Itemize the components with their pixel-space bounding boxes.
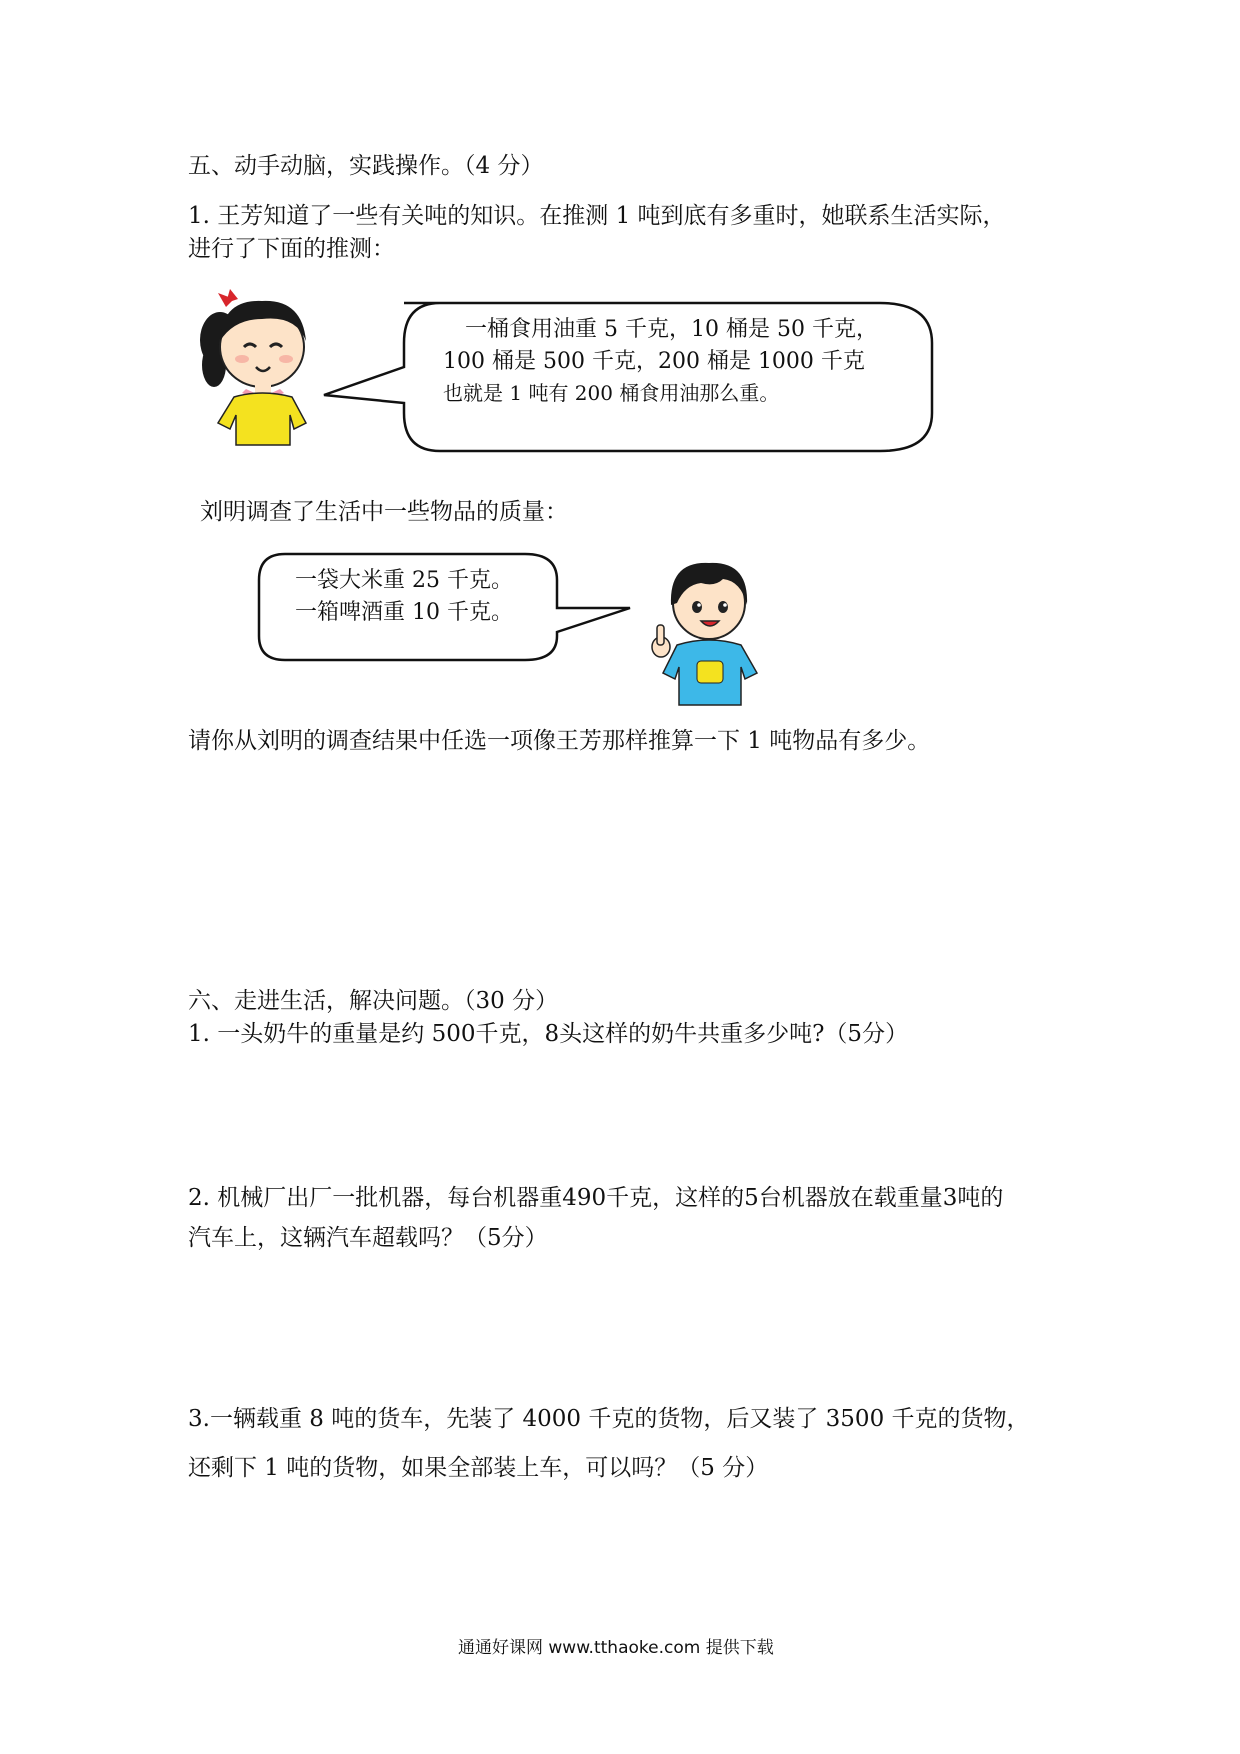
- section6-q2-line2: 汽车上，这辆汽车超载吗？（5分）: [188, 1225, 548, 1251]
- boy-illustration: [645, 555, 765, 705]
- section6-q3-line2: 还剩下 1 吨的货物，如果全部装上车，可以吗？（5 分）: [188, 1455, 769, 1481]
- section6-q3-line1: 3.一辆载重 8 吨的货车，先装了 4000 千克的货物，后又装了 3500 千克的货物，: [188, 1406, 1030, 1432]
- section5-heading: 五、动手动脑，实践操作。（4 分）: [188, 153, 544, 179]
- section5-q1-line2: 进行了下面的推测：: [188, 236, 395, 262]
- section6-q2-line1: 2. 机械厂出厂一批机器，每台机器重490千克，这样的5台机器放在载重量3吨的: [188, 1185, 1004, 1211]
- section5-task: 请你从刘明的调查结果中任选一项像王芳那样推算一下 1 吨物品有多少。: [188, 728, 931, 754]
- girl-bubble-line1: 一桶食用油重 5 千克，10 桶是 50 千克，: [465, 317, 878, 342]
- boy-bubble-line2: 一箱啤酒重 10 千克。: [295, 600, 513, 625]
- girl-illustration: [200, 285, 320, 445]
- boy-bubble-line1: 一袋大米重 25 千克。: [295, 568, 513, 593]
- girl-bubble-line3: 也就是 1 吨有 200 桶食用油那么重。: [443, 381, 780, 405]
- section6-q1: 1. 一头奶牛的重量是约 500千克，8头这样的奶牛共重多少吨?（5分）: [188, 1021, 909, 1047]
- boy-intro: 刘明调查了生活中一些物品的质量：: [200, 499, 568, 525]
- girl-bubble-line2: 100 桶是 500 千克，200 桶是 1000 千克: [443, 349, 865, 374]
- section5-q1-line1: 1. 王芳知道了一些有关吨的知识。在推测 1 吨到底有多重时，她联系生活实际，: [188, 203, 1006, 229]
- section6-heading: 六、走进生活，解决问题。（30 分）: [188, 988, 559, 1014]
- footer: 通通好课网 www.tthaoke.com 提供下载: [458, 1638, 774, 1658]
